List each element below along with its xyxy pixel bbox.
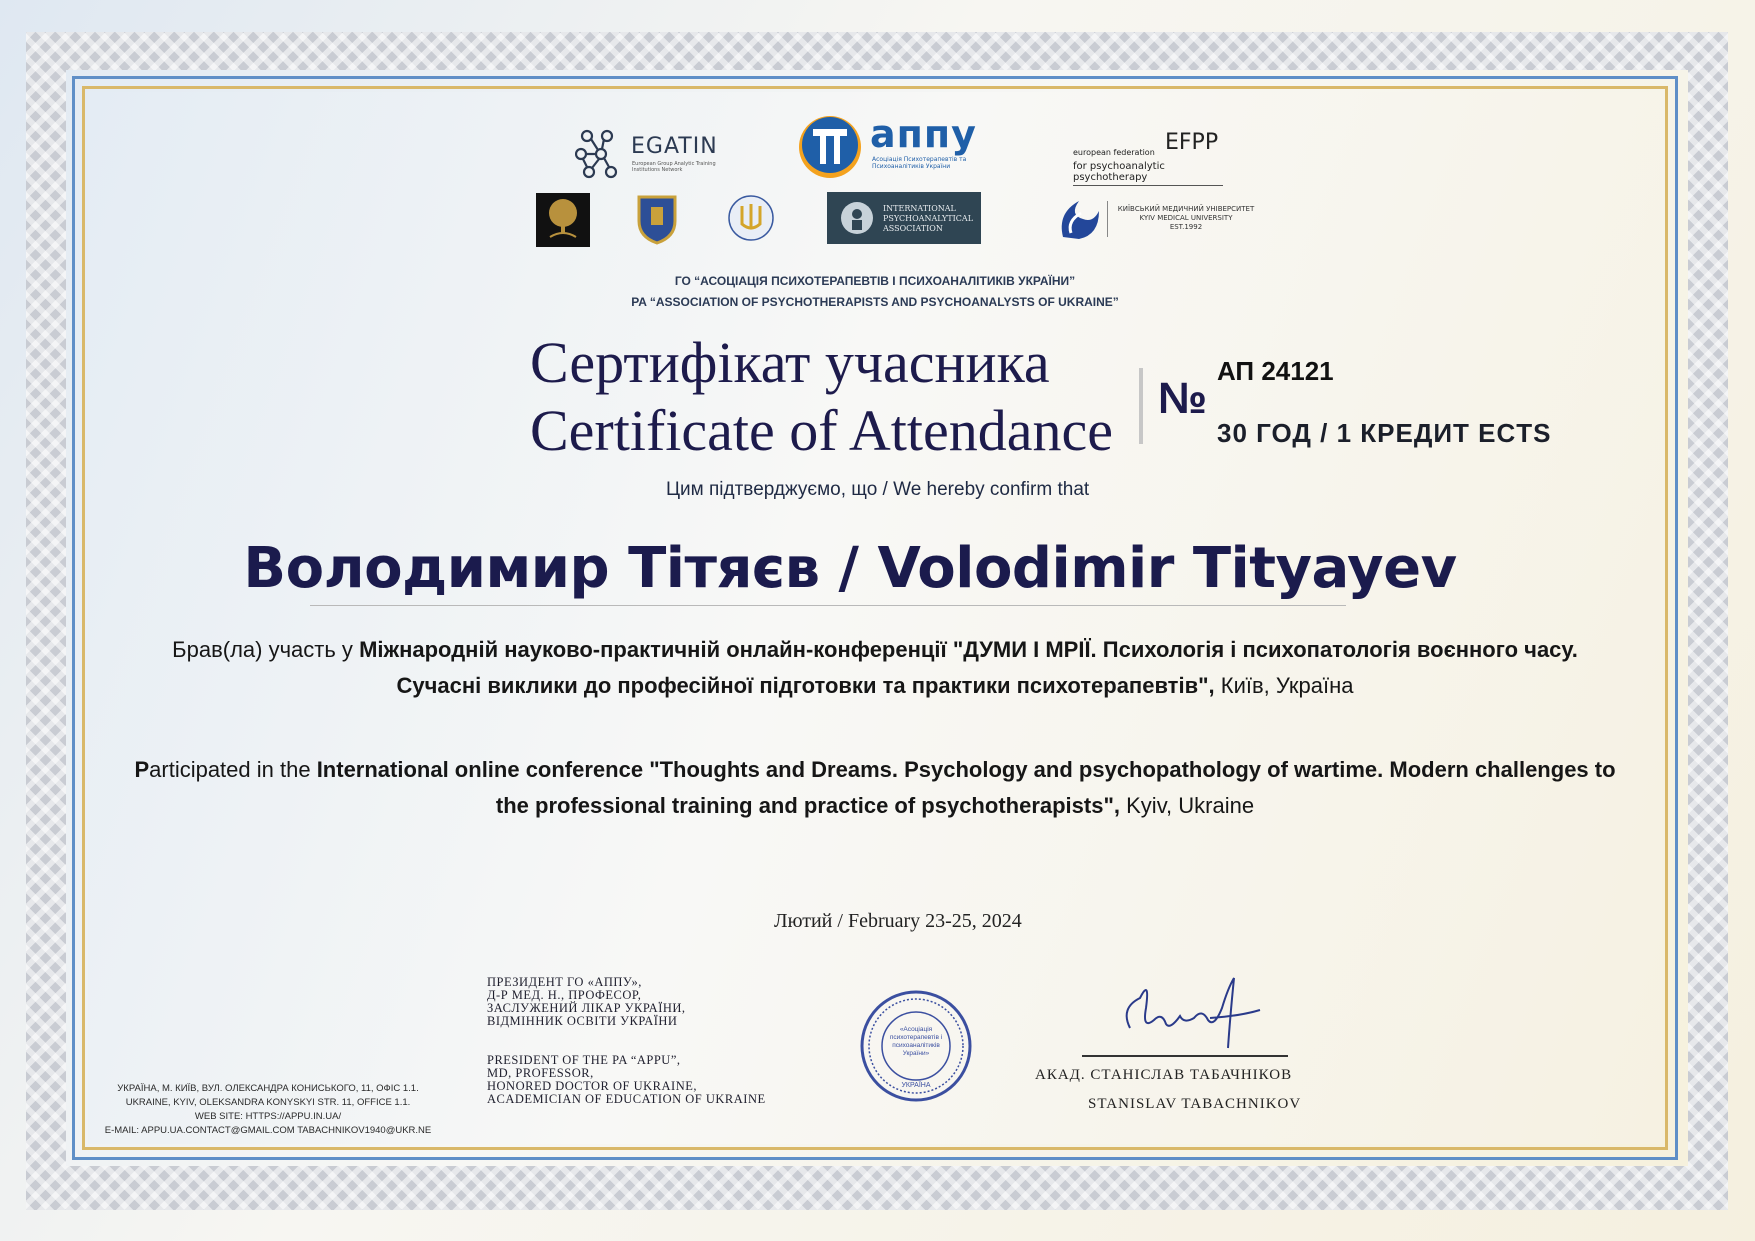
signatory-name-en: STANISLAV TABACHNIKOV: [1088, 1096, 1302, 1112]
participant-name: Володимир Тітяєв / Volodimir Tityayev: [243, 536, 1457, 601]
president-title-ua: [487, 976, 686, 1028]
certificate-number: АП 24121: [1217, 356, 1334, 386]
efpp-small-text: european federation: [1073, 148, 1155, 157]
egatin-name: EGATIN: [631, 134, 718, 159]
appu-subtitle: Асоціація Психотерапевтів та Психоаналітиків України: [872, 156, 967, 170]
contact-address: [92, 1082, 444, 1138]
president-en-line-4: ACADEMICIAN OF EDUCATION OF UKRAINE: [487, 1092, 766, 1106]
organization-name-ua: ГО “АСОЦІАЦІЯ ПСИХОТЕРАПЕВТІВ І ПСИХОАНАЛІТИКІВ УКРАЇНИ”: [674, 274, 1076, 288]
official-stamp: [858, 988, 974, 1104]
efpp-subtitle: for psychoanalytic psychotherapy: [1073, 161, 1223, 186]
efpp-logo: [1073, 130, 1223, 183]
participation-ua-event: Міжнародній науково-практичній онлайн-конференції "ДУМИ І МРІЇ. Психологія і психопатологія воєнного часу. Сучасні виклики до професійної підготовки та практики психотерапевтів",: [359, 637, 1578, 698]
egatin-logo: [575, 128, 735, 180]
stamp-bottom-text: УКРАЇНА: [901, 1082, 931, 1089]
trident-seal-icon: [726, 192, 776, 244]
address-line-3: WEB SITE: HTTPS://APPU.IN.UA/: [194, 1111, 342, 1122]
kmu-line-1: КИЇВСЬКИЙ МЕДИЧНИЙ УНІВЕРСИТЕТ: [1117, 205, 1255, 213]
appu-emblem-icon: [795, 112, 865, 182]
address-line-1: УКРАЇНА, М. КИЇВ, ВУЛ. ОЛЕКСАНДРА КОНИСЬКОГО, 11, ОФІС 1.1.: [117, 1083, 419, 1094]
handwritten-signature: [1110, 968, 1270, 1068]
kmu-flame-icon: [1053, 193, 1105, 245]
president-en-line-3: HONORED DOCTOR OF UKRAINE,: [487, 1079, 697, 1093]
participation-en-prefix: articipated in the: [149, 757, 317, 782]
title-ua: Сертифікат учасника: [530, 330, 1050, 395]
participation-en-initial: P: [134, 757, 150, 782]
tree-of-life-logo: [536, 193, 590, 247]
ipa-text: [883, 204, 973, 234]
appu-logo: [795, 112, 975, 182]
stamp-center-text: «Асоціація психотерапевтів і психоаналітиків України»: [889, 1026, 943, 1057]
ukraine-trident-seal-logo: [726, 192, 776, 244]
egatin-network-icon: [575, 128, 623, 180]
ipa-line-2: PSYCHOANALYTICAL: [883, 214, 974, 223]
credit-hours: 30 ГОД / 1 КРЕДИТ ECTS: [1217, 418, 1552, 448]
ipa-logo: [827, 192, 981, 244]
appu-name: аппу: [870, 112, 977, 156]
number-sign: №: [1158, 374, 1208, 423]
participation-text-ua: [130, 632, 1620, 704]
kyiv-medical-university-logo: [1053, 193, 1263, 245]
tree-icon: [536, 193, 590, 247]
event-date: Лютий / February 23-25, 2024: [774, 910, 1022, 932]
president-ua-line-1: ПРЕЗИДЕНТ ГО «АППУ»,: [487, 975, 642, 989]
university-crest-logo: [633, 193, 681, 245]
ipa-emblem-icon: [839, 200, 875, 236]
kmu-line-3: EST.1992: [1169, 223, 1203, 231]
kmu-divider: [1107, 201, 1108, 237]
ipa-line-1: INTERNATIONAL: [883, 204, 956, 213]
kmu-text: [1111, 205, 1261, 232]
certificate-body: [88, 92, 1662, 1144]
president-ua-line-3: ЗАСЛУЖЕНИЙ ЛІКАР УКРАЇНИ,: [487, 1001, 686, 1015]
president-title-en: [487, 1054, 766, 1106]
address-line-2: UKRAINE, KYIV, OLEKSANDRA KONYSKYI STR. 11, OFFICE 1.1.: [125, 1097, 411, 1108]
participation-ua-prefix: Брав(ла) участь у: [172, 637, 360, 662]
egatin-subtitle: European Group Analytic Training Institutions Network: [632, 161, 716, 173]
participation-en-event: International online conference "Thoughts and Dreams. Psychology and psychopathology of wartime. Modern challenges to the professional training and practice of psychotherapists",: [316, 757, 1616, 818]
president-en-line-1: PRESIDENT OF THE PA “APPU”,: [487, 1053, 681, 1067]
participation-text-en: [130, 752, 1620, 824]
president-ua-line-4: ВІДМІННИК ОСВІТИ УКРАЇНИ: [487, 1014, 678, 1028]
organization-name-en: PA “ASSOCIATION OF PSYCHOTHERAPISTS AND PSYCHOANALYSTS OF UKRAINE”: [631, 295, 1119, 309]
efpp-name: EFPP: [1165, 130, 1219, 155]
ipa-line-3: ASSOCIATION: [883, 224, 943, 233]
signatory-name-ua: АКАД. СТАНІСЛАВ ТАБАЧНІКОВ: [1035, 1067, 1293, 1083]
name-underline: [310, 605, 1346, 606]
confirm-text: Цим підтверджуємо, що / We hereby confirm that: [666, 479, 1090, 500]
president-en-line-2: MD, PROFESSOR,: [487, 1066, 594, 1080]
president-ua-line-2: Д-Р МЕД. Н., ПРОФЕСОР,: [487, 988, 642, 1002]
kmu-line-2: KYIV MEDICAL UNIVERSITY: [1139, 214, 1233, 222]
title-en: Certificate of Attendance: [530, 398, 1113, 463]
participation-en-place: Kyiv, Ukraine: [1120, 793, 1255, 818]
title-divider: [1139, 368, 1143, 444]
signature-line: [1082, 1055, 1288, 1057]
address-line-4: E-MAIL: APPU.UA.CONTACT@GMAIL.COM TABACHNIKOV1940@UKR.NE: [104, 1125, 432, 1136]
crest-shield-icon: [633, 193, 681, 245]
participation-ua-place: Київ, Україна: [1214, 673, 1354, 698]
